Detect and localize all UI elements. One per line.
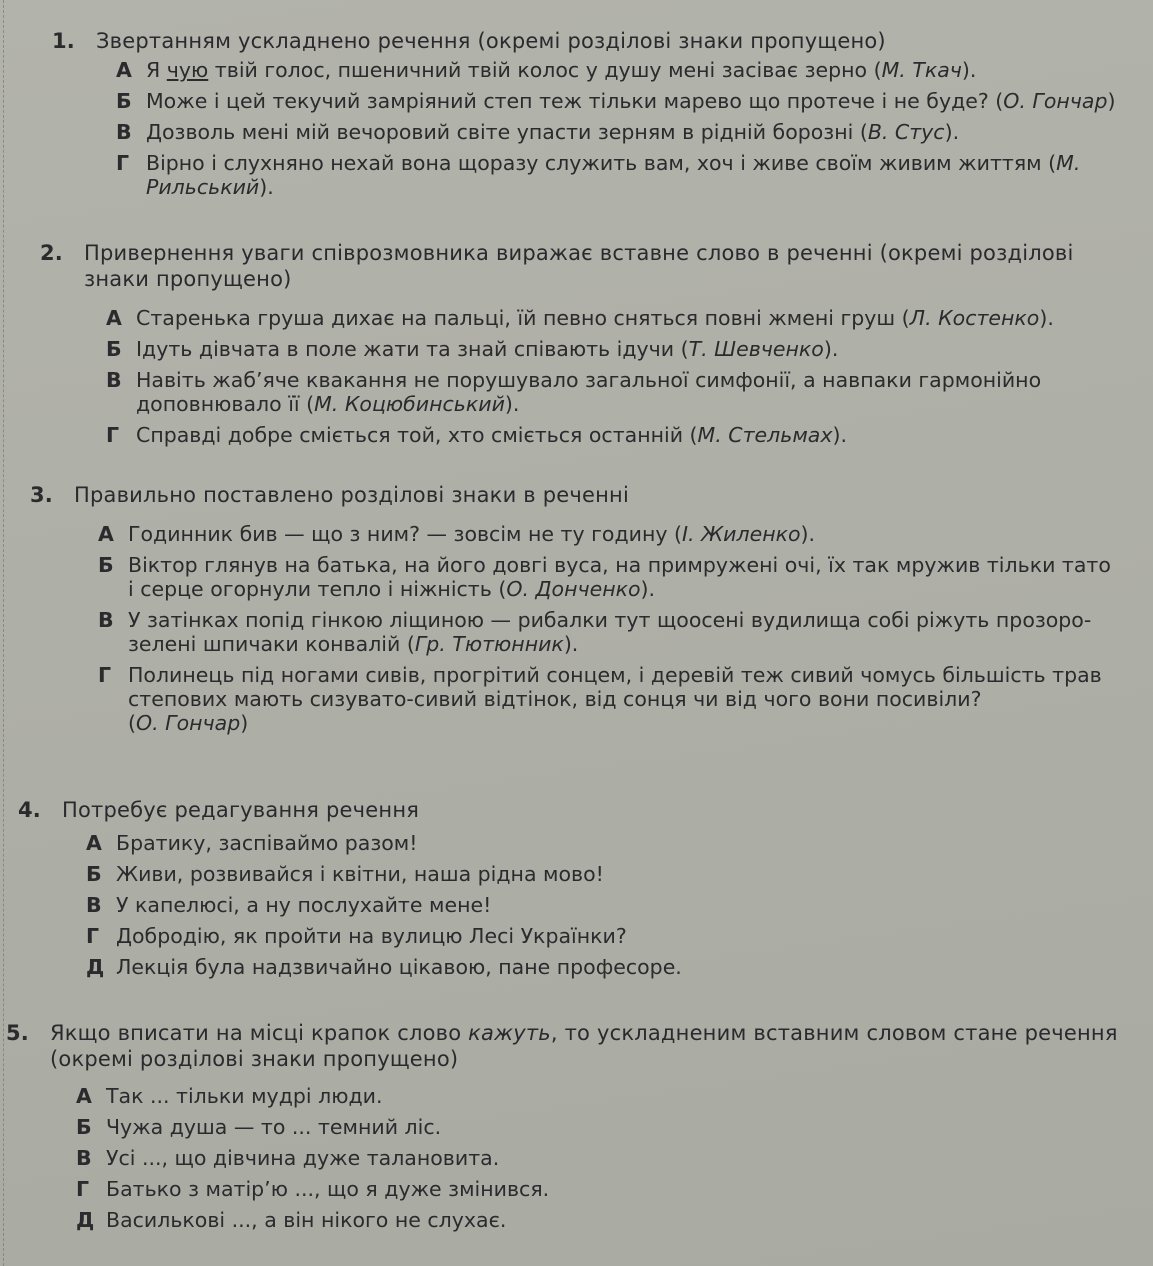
answer-option-v[interactable]	[86, 893, 1153, 917]
option-text: Вірно і слухняно нехай вона щоразу служить вам, хоч і живе своїм живим життям (М. Рильський).	[146, 151, 1081, 199]
option-letter: Б	[98, 553, 114, 577]
option-letter: Г	[76, 1177, 90, 1201]
question-number: 2.	[40, 241, 63, 265]
answer-option-v[interactable]	[106, 368, 1113, 416]
answer-options	[0, 58, 1153, 199]
option-text: Усі ..., що дівчина дуже талановита.	[106, 1146, 500, 1170]
answer-option-v[interactable]	[116, 120, 1123, 144]
answer-option-b[interactable]	[106, 337, 1113, 361]
option-letter: Г	[106, 423, 120, 447]
option-text: Батько з матір’ю ..., що я дуже змінився.	[106, 1177, 550, 1201]
question-stem	[0, 797, 1153, 823]
question-stem	[0, 28, 1153, 54]
option-text: Полинець під ногами сивів, прогрітий сонцем, і деревій теж сивий чомусь більшість трав степових мають сизувато-сивий відтінок, від сонця чи від чого вони посивіли? (О. Гончар)	[128, 663, 1102, 735]
question-number: 1.	[52, 29, 75, 53]
answer-options	[0, 831, 1153, 979]
question-3	[0, 482, 1153, 742]
option-text: Віктор глянув на батька, на його довгі вуса, на примружені очі, їх так мружив тільки тато і серце огорнули тепло і ніжність (О. Донченко).	[128, 553, 1111, 601]
option-author: М. Ткач	[881, 58, 962, 82]
option-letter: Д	[86, 955, 105, 979]
option-author: О. Гончар	[1003, 89, 1108, 113]
answer-option-a[interactable]	[86, 831, 1153, 855]
option-author: Гр. Тютюнник	[414, 632, 564, 656]
answer-option-a[interactable]	[116, 58, 1123, 82]
option-text: Так ... тільки мудрі люди.	[106, 1084, 383, 1108]
answer-option-a[interactable]	[106, 306, 1113, 330]
question-number: 5.	[6, 1021, 29, 1045]
answer-option-b[interactable]	[98, 553, 1117, 601]
option-text: Я чую твій голос, пшеничний твій колос у душу мені засіває зерно (М. Ткач).	[146, 58, 977, 82]
answer-option-h[interactable]	[86, 924, 1153, 948]
answer-option-b[interactable]	[76, 1115, 1153, 1139]
question-text: Якщо вписати на місці крапок слово кажуть, то ускладненим вставним словом стане речення (окремі розділові знаки пропущено)	[50, 1021, 1118, 1071]
option-text: У затінках попід гінкою ліщиною — рибалки тут щоосені вудилища собі ріжуть прозоро-зелені шпичаки конвалій (Гр. Тютюнник).	[128, 608, 1092, 656]
option-author: О. Донченко	[506, 577, 641, 601]
option-letter: Б	[76, 1115, 92, 1139]
option-text: Справді добре сміється той, хто сміється останній (М. Стельмах).	[136, 423, 847, 447]
question-text: Звертанням ускладнено речення (окремі розділові знаки пропущено)	[96, 29, 886, 53]
answer-option-h[interactable]	[76, 1177, 1153, 1201]
option-text: Старенька груша дихає на пальці, їй певно сняться повні жмені груш (Л. Костенко).	[136, 306, 1054, 330]
option-letter: А	[86, 831, 102, 855]
option-letter: Д	[76, 1208, 95, 1232]
option-letter: В	[76, 1146, 92, 1170]
answer-option-h[interactable]	[116, 151, 1123, 199]
option-letter: В	[116, 120, 132, 144]
option-letter: В	[106, 368, 122, 392]
question-text: Потребує редагування речення	[62, 798, 420, 822]
question-stem	[0, 482, 1153, 508]
option-letter: В	[86, 893, 102, 917]
option-letter: Б	[116, 89, 132, 113]
option-letter: А	[76, 1084, 92, 1108]
question-number: 3.	[30, 483, 53, 507]
answer-option-v[interactable]	[98, 608, 1117, 656]
question-2	[0, 240, 1153, 454]
question-stem	[0, 1020, 1153, 1072]
answer-option-d[interactable]	[76, 1208, 1153, 1232]
option-text: Добродію, як пройти на вулицю Лесі Українки?	[116, 924, 627, 948]
option-letter: В	[98, 608, 114, 632]
answer-option-a[interactable]	[98, 522, 1117, 546]
option-letter: А	[106, 306, 122, 330]
question-5	[0, 1020, 1153, 1239]
option-letter: А	[98, 522, 114, 546]
answer-options	[0, 306, 1153, 447]
emphasized-word: кажуть	[468, 1021, 551, 1045]
answer-option-b[interactable]	[116, 89, 1123, 113]
option-author: М. Рильський	[146, 151, 1081, 199]
question-1	[0, 28, 1153, 206]
option-letter: Г	[116, 151, 130, 175]
option-author: В. Стус	[867, 120, 945, 144]
option-letter: Г	[98, 663, 112, 687]
option-author: Т. Шевченко	[688, 337, 824, 361]
option-text: Василькові ..., а він нікого не слухає.	[106, 1208, 507, 1232]
option-letter: Б	[86, 862, 102, 886]
option-text: Може і цей текучий замріяний степ теж тільки марево що протече і не буде? (О. Гончар)	[146, 89, 1116, 113]
question-text: Привернення уваги співрозмовника виражає вставне слово в реченні (окремі розділові знаки пропущено)	[84, 241, 1074, 291]
answer-option-d[interactable]	[86, 955, 1153, 979]
option-text: У капелюсі, а ну послухайте мене!	[116, 893, 492, 917]
underlined-word: чую	[166, 58, 209, 82]
option-author: О. Гончар	[136, 711, 241, 735]
question-text: Правильно поставлено розділові знаки в реченні	[74, 483, 630, 507]
question-stem	[0, 240, 1153, 292]
option-text: Живи, розвивайся і квітни, наша рідна мово!	[116, 862, 604, 886]
question-4	[0, 797, 1153, 986]
answer-option-b[interactable]	[86, 862, 1153, 886]
question-number: 4.	[18, 798, 41, 822]
answer-options	[0, 522, 1153, 735]
answer-option-v[interactable]	[76, 1146, 1153, 1170]
answer-option-h[interactable]	[106, 423, 1113, 447]
option-text: Лекція була надзвичайно цікавою, пане професоре.	[116, 955, 682, 979]
answer-option-h[interactable]	[98, 663, 1117, 735]
option-letter: Б	[106, 337, 122, 361]
option-author: М. Стельмах	[697, 423, 833, 447]
option-author: М. Коцюбинський	[314, 392, 505, 416]
option-author: Л. Костенко	[909, 306, 1040, 330]
option-letter: А	[116, 58, 132, 82]
option-text: Годинник бив — що з ним? — зовсім не ту годину (І. Жиленко).	[128, 522, 816, 546]
answer-options	[0, 1084, 1153, 1232]
option-text: Дозволь мені мій вечоровий світе упасти зерням в рідній борозні (В. Стус).	[146, 120, 960, 144]
answer-option-a[interactable]	[76, 1084, 1153, 1108]
option-text: Ідуть дівчата в поле жати та знай співають ідучи (Т. Шевченко).	[136, 337, 839, 361]
option-text: Навіть жаб’яче квакання не порушувало загальної симфонії, а навпаки гармонійно доповнювало її (М. Коцюбинський).	[136, 368, 1042, 416]
option-letter: Г	[86, 924, 100, 948]
option-text: Чужа душа — то ... темний ліс.	[106, 1115, 442, 1139]
option-author: І. Жиленко	[682, 522, 801, 546]
option-text: Братику, заспіваймо разом!	[116, 831, 418, 855]
